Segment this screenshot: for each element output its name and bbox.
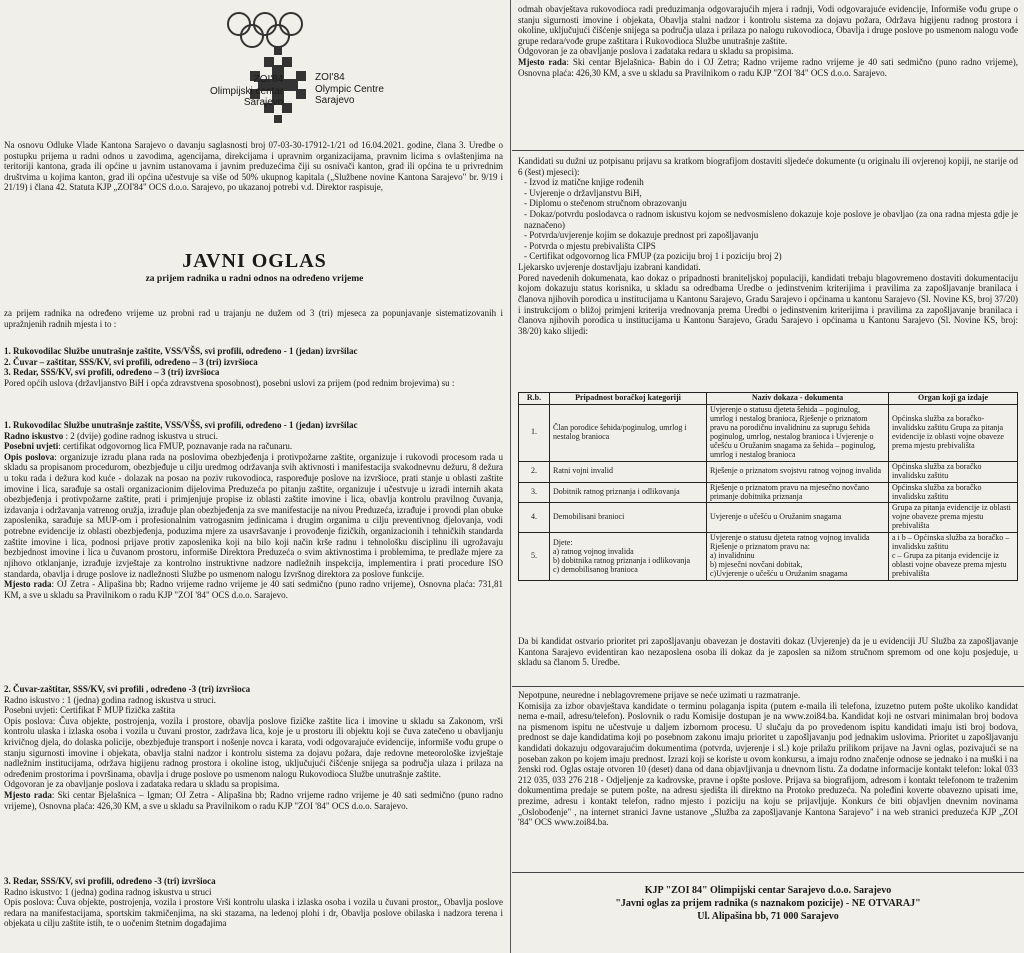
table-header: Naziv dokaza - dokumenta <box>707 393 889 405</box>
position-3-section <box>4 876 503 929</box>
intro-paragraph: Na osnovu Odluke Vlade Kantona Sarajevo o davanju saglasnosti broj 07-03-30-17912-1/21 od 16.04.2021. godine, člana 3. Uredbe o postupku prijema u radni odnos u zavodima, agencijama, direkcijama i upravnim organizacijama, pravnim licima s ovlaštenjima na teritoriji kantona, grada ili općine u javnim ustanovama i javnim preduzećima čiji su osnivači kanton, grad ili općina te u privrednim društvima u kojima kanton, grad ili općina učestvuje sa više od 50% ukupnog kapitala („Službene novine Kantona Sarajevo" br. 9/19 i 21/19) i člana 42. Statuta KJP „ZOI'84" OCS d.o.o. Sarajevo, po ukazanoj potrebi v.d. Direktor raspisuje, <box>4 140 503 193</box>
position-1-description: Opis poslova: organizuje izradu plana rada na poslovima obezbjeđenja i protivpožarne zaštite, organizuje i rukovodi procesom rada u skladu sa propisanom procedurom, obezbjeđuje u cilju uredmog održavanja svih aktivnosti i manifestacija svakodnevnu dežuru, 8 dežura u toku rada i dežura kod kuće - dolazak na posao na poziv rukovodioca, raspoređuje poslove na izvršioce, prati stanje u oblasti zaštite imovine i lica, sarađuje sa ostali organizacionim dijelovima Preduzeća po pitanju zaštite, organizuje i učestvuje u izradi internih akata obezbjeđenja i protivpožarne zaštite, prati i primjenjuje propise iz oblasti zaštite imovine i lica, obavlja kontrolu pravilnog čuvanja, izdavanja i održavanja vatrenog oružja, izrađuje plan obezbjeđenja za sve manifestacije na nivou Preduzeća, izrađuje i provodi plan obuke zaposlenika, sarađuje sa MUP-om i profesionalnim vatrogasnim jedinicama i drugim organima u cilju preventivnog djelovanja, vodi potrebne evidencije iz oblasti obezbjeđenja, poduzima mjere za usavršavanje i provođenje fizičkih, organizacionih i tehničkih standarda zaštite imovine i lica, podnosi prijave protiv zaposlenika koji na bilo koji način krše radnu i tehnološku disciplinu ili ugrožavaju bezbjednost imovine i lica u čuvanom prostoru, informiše Direktora Preduzeća o svim aktivnostima i problemima, te predlaže mjere za njihovo otklanjanje, izrađuje izvještaje za kontrolno instruktivne nadzore nadležnih inspekcija, implementira i prati procedure ISO standarda, obavlja i druge poslove iz nadležnosti Službe po usmenom nalogu Izvršnog direktora za poslove funkcije. <box>4 451 503 579</box>
priority-table <box>518 392 1018 581</box>
purpose-paragraph: za prijem radnika na određeno vrijeme uz probni rad u trajanju ne dužem od 3 (tri) mjeseca za popunjavanje sistematizovanih i upražnjenih radnih mjesta i to : <box>4 308 503 329</box>
table-row: 3. Dobitnik ratnog priznanja i odlikovanja Rješenje o priznatom pravu na mjesečno novčano primanje dobitnika priznanja Općinska služba za boračko invalidsku zaštitu <box>519 482 1018 503</box>
table-row: 4. Demobilisani branioci Uvjerenje o učešću u Oružanim snagama Grupa za pitanja evidencije iz oblasti vojne obaveze prema mjestu prebivališta <box>519 503 1018 533</box>
after-table-paragraph: Da bi kandidat ostvario prioritet pri zapošljavanju obavezan je dostaviti dokaz (Uvjerenje) da je u evidenciji JU Služba za zapošljavanje Kantona Sarajevo evidentiran kao nezaposlena osoba ili dokaz da je zaposlen sa nižom stručnom spremom od one koju posjeduje, u skladu sa članom 5. Uredbe. <box>518 636 1018 668</box>
position-1-place: Mjesto rada: OJ Zetra - Alipašina bb; Radno vrijeme radno vrijeme je 40 sati sedmično (puno radno vrijeme), Osnovna plaća: 731,81 KM, a sve u skladu sa Pravilnikom o radu KJP "ZOI '84" OCS d.o.o. Sarajevo. <box>4 579 503 600</box>
column-divider <box>510 0 511 953</box>
priority-paragraph: Pored navedenih dokumenata, kao dokaz o pripadnosti braniteljskoj populaciji, kandidati trebaju blagovremeno dostaviti dokumentaciju kojom dokazuju status korisnika, u skladu sa odredbama Uredbe o jedinstvenim kriterijima i pravilima za zapošljavanje branilaca i članova njihovih porodica u institucijama u Kantonu Sarajevo, Gradu Sarajevo i općinama u kantonu Sarajevo (Sl. Novine KS, broj 37/20) i instrukcijom o bližoj primjeni kriterija vrednovanja prema Uredbi o jedinstvenim kriterijima i pravilima za zapošljavanje branilaca i članova njihovih porodica u institucijama u Kantonu Sarajevo, Gradu Sarajevo i općinama u Kantonu Sarajevo (Sl. Novine KS, broj: 38/20) kako slijedi: <box>518 272 1018 336</box>
list-item: 1. Rukovodilac Službe unutrašnje zaštite, VSS/VŠS, svi profili, određeno - 1 (jedan) izvršilac <box>4 346 358 356</box>
list-item: - Potvrda/uvjerenje kojim se dokazuje prednost pri zapošljavanju <box>524 230 1018 241</box>
list-item: - Izvod iz matične knjige rođenih <box>524 177 1018 188</box>
notes-section <box>518 690 1018 828</box>
table-row: 2. Ratni vojni invalid Rješenje o priznatom svojstvu ratnog vojnog invalida Općinska služba za boračko invalidsku zaštitu <box>519 461 1018 482</box>
position-3-continued <box>518 4 1018 78</box>
position-2-experience: Radno iskustvo : 1 (jedna) godina radnog iskustva u struci. <box>4 694 216 705</box>
table-header-row <box>519 393 1018 405</box>
list-item: - Certifikat odgovornog lica FMUP (za poziciju broj 1 i poziciju broj 2) <box>524 251 1018 262</box>
position-3-heading: 3. Redar, SSS/KV, svi profili, određeno -3 (tri) izvršioca <box>4 876 216 886</box>
table-row: 5. Djete: a) ratnog vojnog invalida b) dobitnika ratnog priznanja i odlikovanja c) demobilisanog branioca Uvjerenje o statusu djeteta ratnog vojnog invalida Rješenje o priznatom pravu na: a) invalidninu b) mjesečni novčani dobitak, c)Uvjerenje o učešću u Oružanim snagama a i b – Općinska služba za boračko – invalidsku zaštitu c – Grupa za pitanja evidencije iz oblasti vojne obaveze prema mjestu prebivališta <box>519 533 1018 581</box>
medical-note: Ljekarsko uvjerenje dostavljaju izabrani kandidati. <box>518 262 701 273</box>
list-item: 2. Čuvar – zaštitar, SSS/KV, svi profili, određeno – 3 (tri) izvršioca <box>4 356 258 367</box>
position-1-heading: 1. Rukovodilac Službe unutrašnje zaštite, VSS/VŠS, svi profili, određeno - 1 (jedan) izvršilac <box>4 420 358 430</box>
position-3-description-cont: odmah obavještava rukovodioca radi preduzimanja odgovarajućih mjera i radnji, Vodi odgovarajuće evidencije, Informiše vođu grupe o stanju sigurnosti imovine i objekata, Obavlja stalni nadzor i kontrolu sistema za dojavu požara, Održava higijenu radnog prostora i okoline, uključujući čišćenje snijega sa područja ulaza i prilaza po nalogu rukovodioca, Obavlja i druge poslove po usmenom nalogu vođe grupe redara/vođe grupe zaštitara i Rukovodioca Službe unutrašnje zaštite. <box>518 4 1018 46</box>
position-1-experience: Radno iskustvo : 2 (dvije) godine radnog iskustva u struci. <box>4 430 219 441</box>
position-3-experience: Radno iskustvo: 1 (jedna) godina radnog iskustva u struci <box>4 886 212 897</box>
org-name-english: ZOI'84 Olympic Centre Sarajevo <box>315 72 384 106</box>
table-row: 1. Član porodice šehida/poginulog, umrlog i nestalog branioca Uvjerenje o statusu djeteta šehida – poginulog, umrlog i nestalog branioca, Rješenje o priznatom pravu na porodičnu invalidninu za suprugu šehida poginulog, umrlog, nestalog branioca i Uvjerenje o učešću u Oružanim snagama za šehida – poginulog, umrlog i nestalog branioca Općinska služba za boračko-invalidsku zaštitu Grupa za pitanja evidencije iz oblasti vojne obaveze prema mjestu prebivališta <box>519 404 1018 461</box>
position-2-special: Posebni uvjeti: Certifikat F MUP fizička zaštita <box>4 705 176 716</box>
list-item: - Uvjerenje o državljanstvu BiH, <box>524 188 1018 199</box>
position-2-responsibility: Odgovoran je za obavljanje poslova i zadataka redara u skladu sa propisima. <box>4 779 280 790</box>
position-1-special: Posebni uvjeti: certifikat odgovornog lica FMUP, poznavanje rada na računaru. <box>4 441 293 452</box>
position-2-place: Mjesto rada: Ski centar Bjelašnica – Igman; OJ Zetra - Alipašina bb; Radno vrijeme radno vrijeme je 40 sati sedmično (puno radno vrijeme), Osnovna plaća: 426,30 KM, a sve u skladu sa Pravilnikom o radu KJP "ZOI '84" OCS d.o.o. Sarajevo. <box>4 790 503 811</box>
position-3-place: Mjesto rada: Ski centar Bjelašnica- Babin do i OJ Zetra; Radno vrijeme radno vrijeme je 40 sati sedmično (puno radno vrijeme), Osnovna plaća: 426,30 KM, a sve u skladu sa Pravilnikom o radu KJP "ZOI '84" OCS d.o.o. Sarajevo. <box>518 57 1018 78</box>
org-name-local: ZOI'84 Olimpijski centar Sarajevo <box>210 74 284 108</box>
notes-body: Komisija za izbor obavještava kandidate o terminu polaganja ispita (putem e-maila ili telefona, izuzetno putem pošte ukoliko kandidat nema e-mail, adresu/telefon). Poslovnik o radu Komisije dostupan je na www.zoi84.ba. Kandidat koji ne ostvari minimalan broj bodova na pismenom ispitu ne učestvuje u daljem izbornom procesu. U slučaju da po provedenom ispitu kandidati imaju isti broj bodova, prednost se daje kandidatima koji po posebnom zakonu imaju prioritet u zapošljavanju pod jednakim uslovima. Prioritet u zapošljavanju kandidati dokazuju odgovarajućim dokumentima (potvrda, uvjerenje i sl.) koje prilažu prilikom prijave na Javni oglas, pozivajući se na poseban zakon po kojem imaju prednost. Izrazi koji se koriste u ovom konkursu, a imaju rodno značenje odnose se jednako i na muški i na ženski rod. Oglas ostaje otvoren 10 (deset) dana od dana objavljivanja u dnevnom listu. Za dodatne informacije kontakt telefon: lokal 033 212 035, 033 276 218 - Odjeljenje za kadrovske, pravne i opšte poslove. Prijava sa biografijom, adresom i kontakt telefonom te traženim dokumentima predaje se putem pošte, na adresu sjedišta ili direktno na Protoko preduzeća. Na poleđini koverte obavezno upisati ime, prezime, adresu i kontakt telefon, radno mjesto i poziciju na koju se prijavljuje. Konkurs će biti objavljen dnevnim novinama „Oslobođenje" , na internet stranici Javne ustanove „Služba za zapošljavanje Kantona Sarajevo" i na web stranici preduzeća KJP „ZOI '84" OCS www.zoi84.ba. <box>518 700 1018 828</box>
table-header: R.b. <box>519 393 550 405</box>
footer-address: KJP "ZOI 84" Olimpijski centar Sarajevo d.o.o. Sarajevo "Javni oglas za prijem radnika (s naznakom pozicije) - NE OTVARAJ" Ul. Alipašina bb, 71 000 Sarajevo <box>615 885 921 922</box>
list-item: - Potvrda o mjestu prebivališta CIPS <box>524 241 1018 252</box>
list-item: - Diplomu o stečenom stručnom obrazovanju <box>524 198 1018 209</box>
position-1-section <box>4 420 503 600</box>
page-subtitle: za prijem radnika u radni odnos na određeno vrijeme <box>145 273 364 284</box>
position-2-heading: 2. Čuvar-zaštitar, SSS/KV, svi profili , određeno -3 (tri) izvršioca <box>4 684 251 694</box>
positions-list <box>4 346 503 388</box>
left-column <box>0 0 509 953</box>
documents-intro: Kandidati su dužni uz potpisanu prijavu sa kratkom biografijom dostaviti sljedeće dokumente (u originalu ili ovjerenoj kopiji, ne starije od 6 (šest) mjeseci): <box>518 156 1018 177</box>
position-3-responsibility: Odgovoran je za obavljanje poslova i zadataka redara u skladu sa propisima. <box>518 46 794 57</box>
table-header: Organ koji ga izdaje <box>889 393 1018 405</box>
position-2-section <box>4 684 503 811</box>
announcement-heading <box>0 250 509 285</box>
right-column <box>512 0 1024 953</box>
documents-section <box>518 156 1018 336</box>
position-3-description: Opis poslova: Čuva objekte, postrojenja, vozila i prostore Vrši kontrolu ulaska i izlaska osoba i vozila u čuvani prostor,, Obavlja poslove redara na manifestacijama, sportskim takmičenjima, na ski stazama, na ledenoj plohi i dr, Obavlja poslove obilaska i nadzora terena i objekata u cilju zaštite istih, te o uočenim štetnim događajima <box>4 897 503 929</box>
list-item: - Dokaz/potvrdu poslodavca o radnom iskustvu kojom se nedvosmisleno dokazuje koje poslove je obavljao (za ona radna mjesta gdje je naznačeno) <box>524 209 1018 230</box>
header-logo-area <box>0 0 509 140</box>
list-item: 3. Redar, SSS/KV, svi profili, određeno – 3 (tri) izvršioca <box>4 367 220 378</box>
page-title: JAVNI OGLAS <box>182 250 327 272</box>
general-conditions: Pored općih uslova (državljanstvo BiH i opća zdravstvena sposobnost), posebni uslovi za prijem (pod rednim brojevima) su : <box>4 377 455 388</box>
table-header: Pripadnost boračkoj kategoriji <box>550 393 707 405</box>
position-2-description: Opis poslova: Čuva objekte, postrojenja, vozila i prostore, obavlja poslove fizičke zaštite lica i imovine u skladu sa Zakonom, vrši kontrolu ulaska i izlaska osoba i vozila u čuvani prostor, zadržava lica, koje je u prostoru ili objektu koji se čuva zatečeno u obavljanju krivičnog djela, do dolaska policije, obezbjeđuje transport i nošenje novca i karata, vodi odgovarajuće evidencije, informiše vođu grupe o stanju sigurnosti imovine i objekata, obavlja stalni nadzor i kontrolu sistema za dojavu požara, daje redovne meteorološke izvještaje nadležnim institucijama, održava higijenu radnog prostora i okoline istog, uključujući čišćenje snijega sa područja ulaza i prilaza na određenim prostorima i površinama, obavlja i druge poslove po usmenom nalogu Rukovodioca Službe unutrašnje zaštite. <box>4 715 503 779</box>
incomplete-note: Nepotpune, neuredne i neblagovremene prijave se neće uzimati u razmatranje. <box>518 690 801 700</box>
documents-list <box>518 177 1018 262</box>
